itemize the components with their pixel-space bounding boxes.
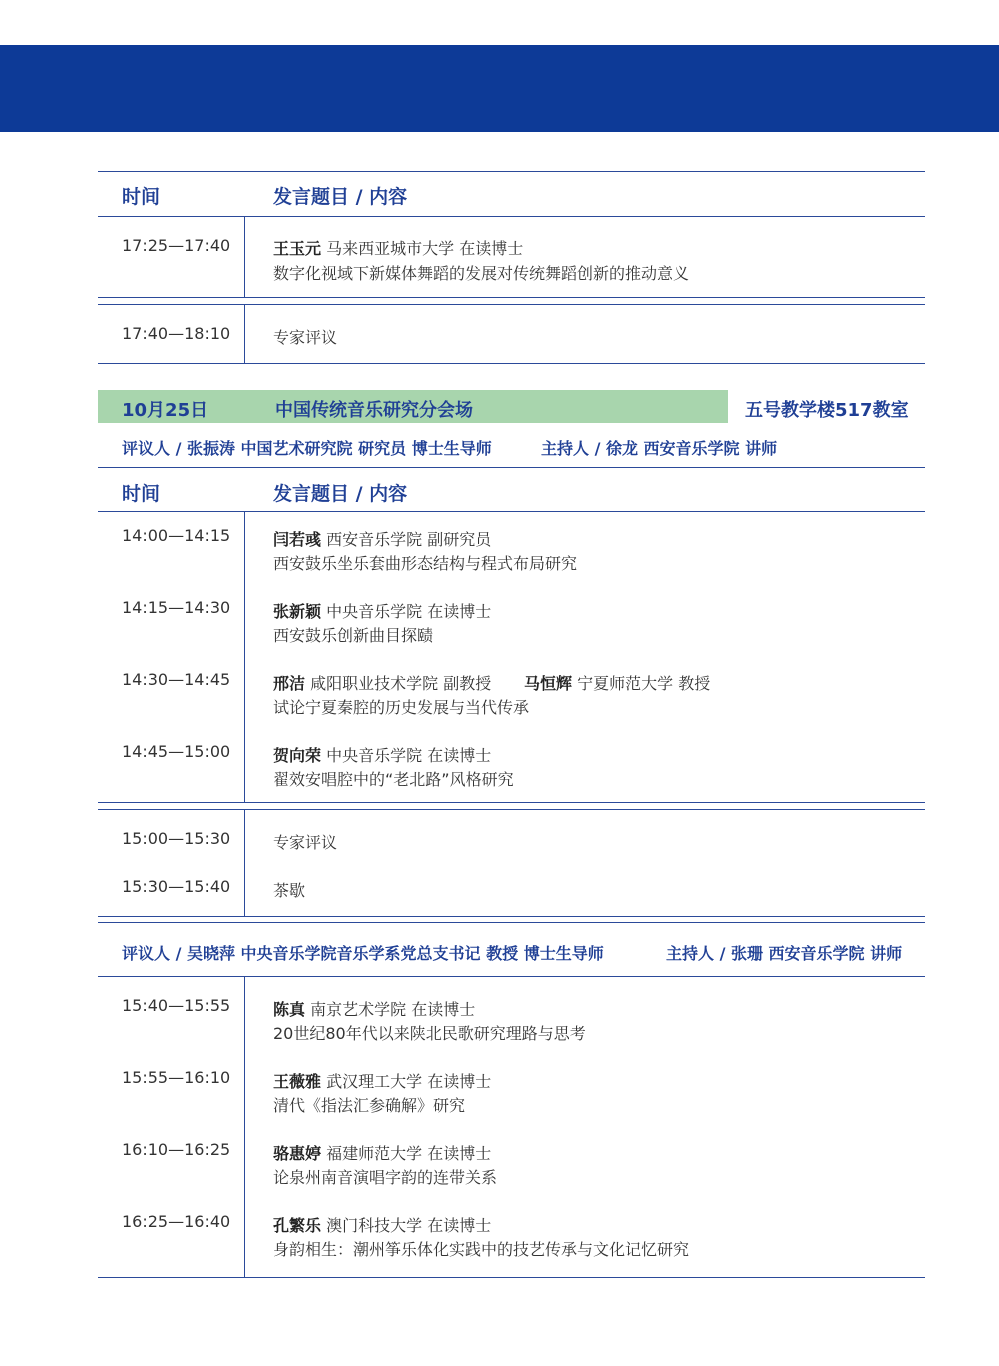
speaker-name: 王薇雅	[273, 1072, 322, 1091]
speaker-line	[273, 599, 491, 622]
talk-title: 数字化视域下新媒体舞蹈的发展对传统舞蹈创新的推动意义	[273, 264, 690, 283]
session-commentator: 评议人 / 张振涛 中国艺术研究院 研究员 博士生导师	[122, 439, 492, 458]
speaker-line-2	[524, 671, 710, 694]
review-label: 专家评议	[273, 328, 338, 347]
double-rule-top	[98, 802, 925, 803]
speaker-affiliation: 马来西亚城市大学 在读博士	[321, 239, 524, 258]
talk-title: 翟效安唱腔中的“老北路”风格研究	[273, 770, 514, 789]
row-time: 16:10—16:25	[122, 1140, 231, 1159]
header-banner	[0, 45, 999, 132]
header-rule	[98, 216, 925, 217]
talk-title: 论泉州南音演唱字韵的连带关系	[273, 1168, 498, 1187]
speaker-name: 张新颖	[273, 602, 322, 621]
speaker-affiliation: 西安音乐学院 副研究员	[321, 530, 492, 549]
speaker-line	[273, 997, 475, 1020]
break-label: 茶歇	[273, 881, 306, 900]
double-rule-bottom	[98, 304, 925, 305]
double-rule-top	[98, 297, 925, 298]
column-header-topic: 发言题目 / 内容	[273, 186, 408, 208]
speaker-name: 王玉元	[273, 239, 322, 258]
speaker-affiliation: 中央音乐学院 在读博士	[321, 602, 492, 621]
session-name: 中国传统音乐研究分会场	[275, 400, 473, 421]
speaker-line	[273, 1141, 491, 1164]
column-divider	[244, 304, 245, 363]
section-commentator: 评议人 / 吴晓萍 中央音乐学院音乐学系党总支书记 教授 博士生导师	[122, 944, 604, 963]
table-top-rule	[98, 467, 925, 468]
speaker-name: 骆惠婷	[273, 1144, 322, 1163]
section-rule	[98, 976, 925, 977]
double-rule-top	[98, 916, 925, 917]
speaker-affiliation: 武汉理工大学 在读博士	[321, 1072, 492, 1091]
row-time: 15:55—16:10	[122, 1068, 231, 1087]
column-header-topic: 发言题目 / 内容	[273, 483, 408, 505]
speaker-affiliation: 南京艺术学院 在读博士	[305, 1000, 476, 1019]
column-header-time: 时间	[122, 186, 161, 208]
talk-title: 西安鼓乐坐乐套曲形态结构与程式布局研究	[273, 554, 578, 573]
column-header-time: 时间	[122, 483, 161, 505]
speaker-line	[273, 236, 523, 259]
speaker-affiliation: 咸阳职业技术学院 副教授	[305, 674, 492, 693]
row-time: 15:40—15:55	[122, 996, 231, 1015]
header-rule	[98, 511, 925, 512]
section-host: 主持人 / 张珊 西安音乐学院 讲师	[666, 944, 903, 963]
speaker-name: 孔繁乐	[273, 1216, 322, 1235]
row-time: 14:00—14:15	[122, 526, 231, 545]
row-time: 14:45—15:00	[122, 742, 231, 761]
row-time: 17:25—17:40	[122, 236, 231, 255]
talk-title: 清代《指法汇参确解》研究	[273, 1096, 466, 1115]
row-time: 14:30—14:45	[122, 670, 231, 689]
review-label: 专家评议	[273, 833, 338, 852]
speaker-line	[273, 1069, 491, 1092]
row-time: 16:25—16:40	[122, 1212, 231, 1231]
talk-title: 身韵相生：潮州筝乐体化实践中的技艺传承与文化记忆研究	[273, 1240, 690, 1259]
double-rule-bottom	[98, 922, 925, 923]
double-rule-bottom	[98, 809, 925, 810]
speaker-affiliation: 福建师范大学 在读博士	[321, 1144, 492, 1163]
review-time: 15:00—15:30	[122, 829, 231, 848]
speaker-name: 贺向荣	[273, 746, 322, 765]
review-time: 17:40—18:10	[122, 324, 231, 343]
talk-title: 20世纪80年代以来陕北民歌研究理路与思考	[273, 1024, 586, 1043]
break-time: 15:30—15:40	[122, 877, 231, 896]
speaker-line	[273, 671, 491, 694]
speaker-name: 陈真	[273, 1000, 306, 1019]
column-divider	[244, 809, 245, 916]
speaker-name: 邢洁	[273, 674, 306, 693]
column-divider	[244, 216, 245, 297]
speaker-affiliation: 澳门科技大学 在读博士	[321, 1216, 492, 1235]
speaker-affiliation: 宁夏师范大学 教授	[572, 674, 711, 693]
session-room: 五号教学楼517教室	[745, 400, 909, 421]
speaker-name: 马恒辉	[524, 674, 573, 693]
talk-title: 试论宁夏秦腔的历史发展与当代传承	[273, 698, 530, 717]
row-time: 14:15—14:30	[122, 598, 231, 617]
table-top-rule	[98, 171, 925, 172]
speaker-line	[273, 527, 491, 550]
table-bottom-rule	[98, 363, 925, 364]
speaker-line	[273, 1213, 491, 1236]
session-date: 10月25日	[122, 400, 209, 421]
talk-title: 西安鼓乐创新曲目探赜	[273, 626, 434, 645]
speaker-line	[273, 743, 491, 766]
table-bottom-rule	[98, 1277, 925, 1278]
column-divider	[244, 976, 245, 1277]
session-host: 主持人 / 徐龙 西安音乐学院 讲师	[541, 439, 778, 458]
speaker-affiliation: 中央音乐学院 在读博士	[321, 746, 492, 765]
speaker-name: 闫若彧	[273, 530, 322, 549]
column-divider	[244, 511, 245, 802]
